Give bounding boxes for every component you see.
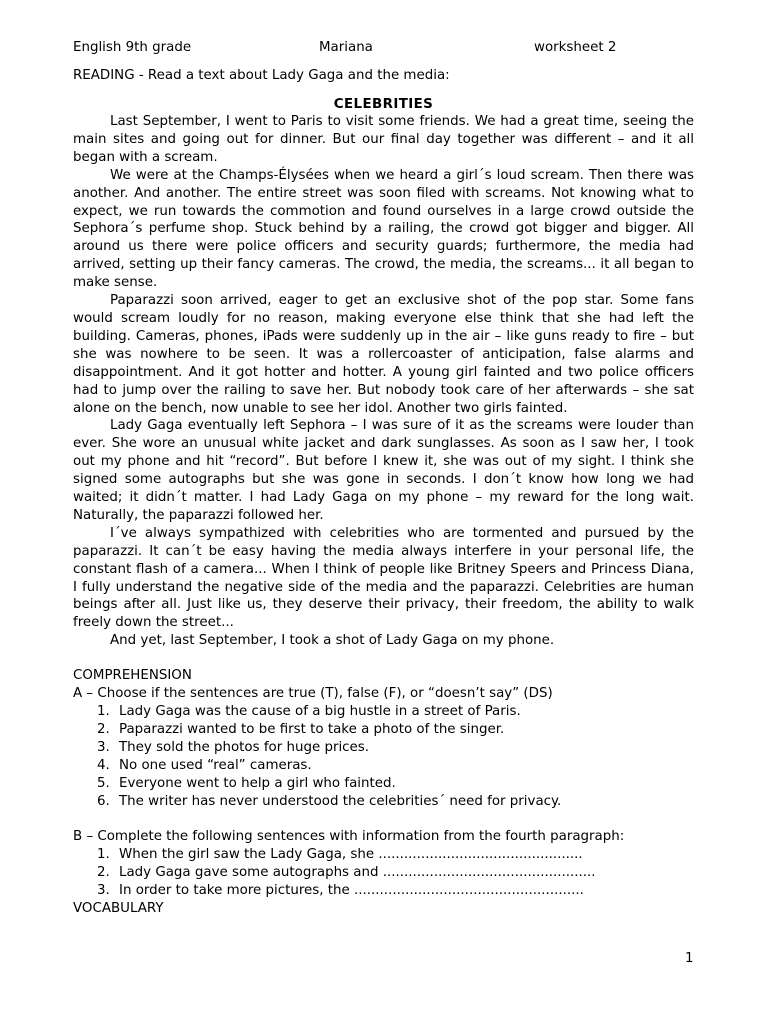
article-paragraph: And yet, last September, I took a shot of Lady Gaga on my phone. — [110, 633, 555, 649]
worksheet-page — [73, 39, 694, 918]
question-item — [73, 703, 694, 721]
student-name: Mariana — [319, 40, 373, 55]
article-paragraph: Lady Gaga eventually left Sephora – I was sure of it as the screams were louder than ever. She wore an unusual white jacket and dark sunglasses. As soon as I saw her, I took out my phone and hit “record”. But before I knew it, she was out of my sight. I think she signed some autographs but she was gone in seconds. I don´t know how long we had waited; it didn´t matter. I had Lady Gaga on my phone – my reward for the long wait. Naturally, the paparazzi followed her. — [73, 418, 694, 523]
article-paragraph: Paparazzi soon arrived, eager to get an exclusive shot of the pop star. Some fans would scream loudly for no reason, making everyone else think that she had left the building. Cameras, phones, iPads were suddenly up in the air – like guns ready to fire – but she was nowhere to be seen. It was a rollercoaster of anticipation, false alarms and disappointment. And it got hotter and hotter. A young girl fainted and two police officers had to jump over the railing to save her. But nobody took care of her afterwards – she sat alone on the bench, now unable to see her idol. Another two girls fainted. — [73, 293, 694, 416]
reading-instruction: READING - Read a text about Lady Gaga and the media: — [73, 68, 450, 83]
question-number: 5. — [97, 776, 110, 792]
worksheet-label: worksheet 2 — [534, 40, 617, 55]
question-item — [73, 793, 694, 811]
article-paragraph: We were at the Champs-Élysées when we heard a girl´s loud scream. Then there was another. And another. The entire street was soon filed with screams. Not knowing what to expect, we run towards the commotion and found ourselves in a large crowd outside the Sephora´s perfume shop. Stuck behind by a railing, the crowd got bigger and bigger. All around us there were police officers and security guards; furthermore, the media had arrived, setting up their fancy cameras. The crowd, the media, the screams... it all began to make sense. — [73, 167, 694, 291]
question-item — [73, 757, 694, 775]
worksheet-header — [73, 39, 694, 57]
question-text: In order to take more pictures, the ...................................................... — [119, 883, 584, 899]
spacer — [73, 811, 694, 828]
vocabulary-heading: VOCABULARY — [73, 901, 164, 917]
part-a-instruction: A – Choose if the sentences are true (T), false (F), or “doesn’t say” (DS) — [73, 686, 553, 702]
page-number: 1 — [685, 951, 694, 966]
question-item — [73, 846, 694, 864]
question-text: They sold the photos for huge prices. — [119, 740, 370, 756]
question-text: Paparazzi wanted to be first to take a photo of the singer. — [119, 722, 505, 738]
question-text: The writer has never understood the celebrities´ need for privacy. — [119, 794, 562, 810]
part-b-questions — [73, 846, 694, 900]
question-item — [73, 864, 694, 882]
question-number: 1. — [97, 847, 110, 863]
question-number: 1. — [97, 704, 110, 720]
question-number: 3. — [97, 883, 110, 899]
question-text: No one used “real” cameras. — [119, 758, 312, 774]
part-b-instruction: B – Complete the following sentences with information from the fourth paragraph: — [73, 829, 625, 845]
article-body — [73, 113, 694, 650]
article-paragraph: Last September, I went to Paris to visit some friends. We had a great time, seeing the main sites and going out for dinner. But our final day together was different – and it all began with a scream. — [73, 114, 694, 165]
question-number: 6. — [97, 794, 110, 810]
question-text: When the girl saw the Lady Gaga, she ................................................ — [119, 847, 583, 863]
comprehension-heading: COMPREHENSION — [73, 668, 192, 684]
question-number: 3. — [97, 740, 110, 756]
question-item — [73, 882, 694, 900]
question-item — [73, 739, 694, 757]
question-item — [73, 721, 694, 739]
question-number: 2. — [97, 722, 110, 738]
article-paragraph: I´ve always sympathized with celebrities who are tormented and pursued by the paparazzi. It can´t be easy having the media always interfere in your personal life, the constant flash of a camera... When I think of people like Britney Speers and Princess Diana, I fully understand the negative side of the media and the paparazzi. Celebrities are human beings after all. Just like us, they deserve their privacy, their freedom, the ability to walk freely down the street... — [73, 525, 694, 631]
question-number: 4. — [97, 758, 110, 774]
part-a-questions — [73, 703, 694, 811]
article-title: CELEBRITIES — [333, 97, 434, 112]
question-text: Lady Gaga gave some autographs and .................................................. — [119, 865, 596, 881]
question-number: 2. — [97, 865, 110, 881]
question-text: Everyone went to help a girl who fainted. — [119, 776, 396, 792]
question-item — [73, 775, 694, 793]
question-text: Lady Gaga was the cause of a big hustle in a street of Paris. — [119, 704, 521, 720]
course-label: English 9th grade — [73, 40, 192, 55]
